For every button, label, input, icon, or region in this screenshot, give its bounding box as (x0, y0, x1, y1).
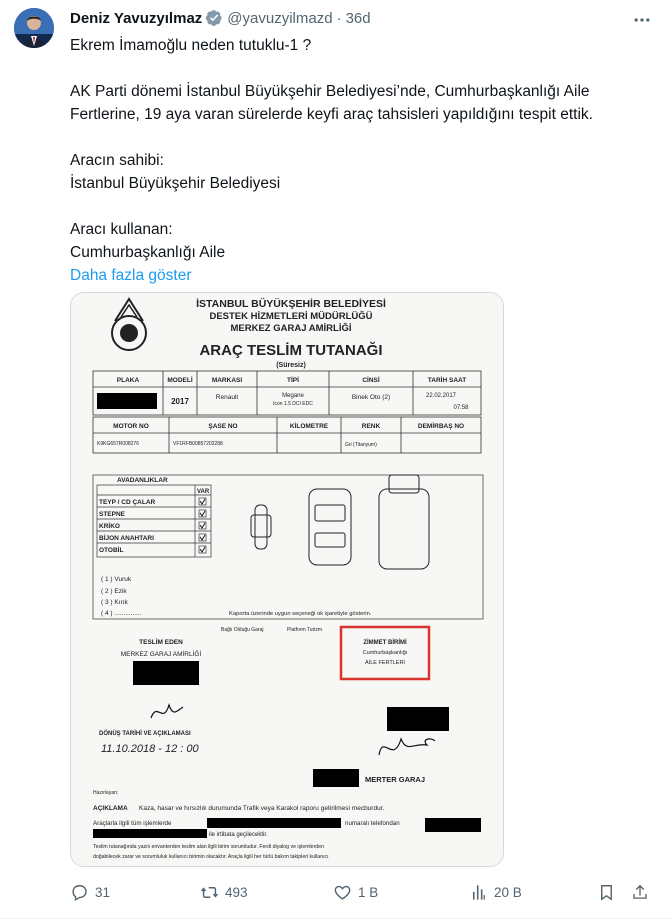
damage-item: ( 2 ) Ezik (101, 588, 127, 595)
equipment-item: TEYP / CD ÇALAR (99, 499, 156, 506)
equipment-title: AVADANLIKLAR (117, 477, 168, 484)
equipment-item: BİJON ANAHTARI (99, 535, 154, 542)
damage-item: ( 1 ) Vuruk (101, 576, 132, 583)
damage-note: Kaporta üzerinde uygun seçeneği ok işaretiyle gösterin. (229, 611, 372, 617)
line-b: ile irtibata geçilecektir. (209, 832, 268, 838)
tweet-header (70, 8, 371, 28)
doc-org3: MERKEZ GARAJ AMİRLİĞİ (230, 323, 352, 334)
hdr-motor: MOTOR NO (113, 423, 149, 430)
doc-title: ARAÇ TESLİM TUTANAĞI (199, 342, 383, 359)
equipment-item: STEPNE (99, 511, 126, 518)
return-label: DÖNÜŞ TARİHİ VE AÇIKLAMASI (99, 731, 191, 737)
teslim-eden-value: MERKEZ GARAJ AMİRLİĞİ (120, 651, 202, 658)
val-type2: Icon 1.5 DCI EDC (273, 401, 313, 407)
damage-item: ( 3 ) Kırık (101, 599, 128, 606)
doc-subtitle: (Süresiz) (276, 362, 306, 369)
aciklama-label: AÇIKLAMA (93, 805, 128, 812)
views-icon (469, 883, 488, 902)
val-brand: Renault (215, 394, 239, 401)
redaction-name (313, 769, 359, 787)
bagli-garaj: Bağlı Olduğu Garaj (221, 627, 264, 633)
platform: Platform Turizm (287, 627, 323, 633)
tweet-paragraph: AK Parti dönemi İstanbul Büyükşehir Belediyesi’nde, Cumhurbaşkanlığı Aile Fertlerine, 19 aya varan sürelerde keyfi araç tahsisleri yapıldığını tespit ettik. (70, 83, 594, 123)
hdr-date: TARİH SAAT (427, 377, 467, 384)
zimmet-label: ZİMMET BİRİMİ (363, 640, 407, 646)
tweet-image[interactable] (70, 292, 504, 867)
tweet-text (70, 34, 660, 287)
redaction-phone (425, 818, 481, 832)
user-label: Aracı kullanan: (70, 221, 173, 238)
zimmet-line2: AİLE FERTLERİ (365, 660, 405, 666)
redaction-receiver (387, 707, 449, 731)
repost-icon (200, 883, 219, 902)
val-model: 2017 (171, 397, 189, 406)
val-chassis: VF1RFB00857202288 (173, 441, 223, 447)
owner-value: İstanbul Büyükşehir Belediyesi (70, 175, 281, 192)
more-options-icon[interactable] (632, 10, 652, 30)
document-scan (71, 293, 504, 867)
bookmark-icon (597, 883, 616, 902)
hdr-chassis: ŞASE NO (208, 423, 238, 430)
verified-badge-icon (205, 9, 223, 27)
val-date: 22.02.2017 (425, 393, 457, 399)
reply-count: 31 (95, 884, 111, 900)
val-color: Gri (Titanyum) (345, 442, 377, 448)
bookmark-button[interactable] (597, 883, 631, 902)
repost-count: 493 (225, 884, 248, 900)
action-bar (70, 880, 660, 904)
val-type1: Megane (282, 393, 304, 399)
hazirlayan: Hazırlayan: (93, 790, 119, 796)
equipment-item: OTOBİL (99, 547, 124, 554)
hdr-kind: CİNSİ (362, 377, 380, 384)
hdr-type: TİPİ (287, 377, 299, 384)
merter-garaj: MERTER GARAJ (365, 775, 426, 784)
author-name[interactable]: Deniz Yavuzyılmaz (70, 9, 203, 27)
footer2: doğabilecek zarar ve sorumluluk kullanıcı birimin olacaktır. Araçla ilgili her türlü bakım takipleri kullanıcı (93, 854, 329, 860)
reply-button[interactable] (70, 883, 200, 902)
show-more-link[interactable]: Daha fazla göster (70, 267, 192, 284)
tweet-line-title: Ekrem İmamoğlu neden tutuklu-1 ? (70, 37, 312, 54)
heart-icon (333, 883, 352, 902)
equipment-var: VAR (197, 489, 210, 495)
like-button[interactable] (333, 883, 469, 902)
owner-label: Aracın sahibi: (70, 152, 164, 169)
line-a2: numaralı telefondan (345, 820, 400, 827)
views-button[interactable] (469, 883, 597, 902)
return-date: 11.10.2018 - 12 : 00 (101, 743, 199, 755)
hdr-color: RENK (361, 423, 381, 430)
damage-item: ( 4 ) ............... (101, 610, 142, 617)
zimmet-line1: Cumhurbaşkanlığı (362, 650, 408, 656)
val-kind: Binek Oto (2) (351, 394, 391, 401)
redaction-unit (207, 818, 341, 828)
doc-org1: İSTANBUL BÜYÜKŞEHİR BELEDİYESİ (196, 298, 386, 310)
reply-icon (70, 883, 89, 902)
like-count: 1 B (358, 884, 379, 900)
equipment-item: KRİKO (99, 523, 120, 530)
tweet-time[interactable]: 36d (345, 9, 371, 27)
redaction-signer (133, 661, 199, 685)
val-time: 07:58 (453, 405, 469, 411)
hdr-inventory: DEMİRBAŞ NO (417, 423, 465, 430)
aciklama-text: Kaza, hasar ve hırsızlık durumunda Trafik veya Karakol raporu getirilmesi mecburdur. (139, 805, 385, 812)
user-value: Cumhurbaşkanlığı Aile (70, 244, 226, 261)
val-motor: K9KG657R008276 (97, 441, 139, 447)
line-a: Araçlarla ilgili tüm işlemlerde (93, 820, 172, 827)
views-count: 20 B (494, 884, 522, 900)
redaction-contact (93, 829, 207, 838)
share-icon (631, 883, 649, 902)
footer1: Teslim tutanağında yazılı envanterden teslim alan ilgili birim sorumludur. Ferdi diyalog ve işlemlerden (93, 844, 324, 850)
author-handle[interactable]: @yavuzyilmazd (227, 9, 333, 27)
teslim-eden-label: TESLİM EDEN (139, 639, 183, 646)
redaction-plate (97, 393, 157, 409)
share-button[interactable] (631, 883, 655, 902)
hdr-model: MODELİ (167, 377, 193, 384)
hdr-plaka: PLAKA (116, 377, 140, 384)
repost-button[interactable] (200, 883, 333, 902)
doc-org2: DESTEK HİZMETLERİ MÜDÜRLÜĞÜ (209, 311, 373, 322)
header-separator: · (336, 9, 342, 27)
hdr-brand: MARKASI (211, 377, 243, 384)
hdr-km: KİLOMETRE (289, 423, 329, 430)
avatar[interactable] (14, 8, 54, 48)
